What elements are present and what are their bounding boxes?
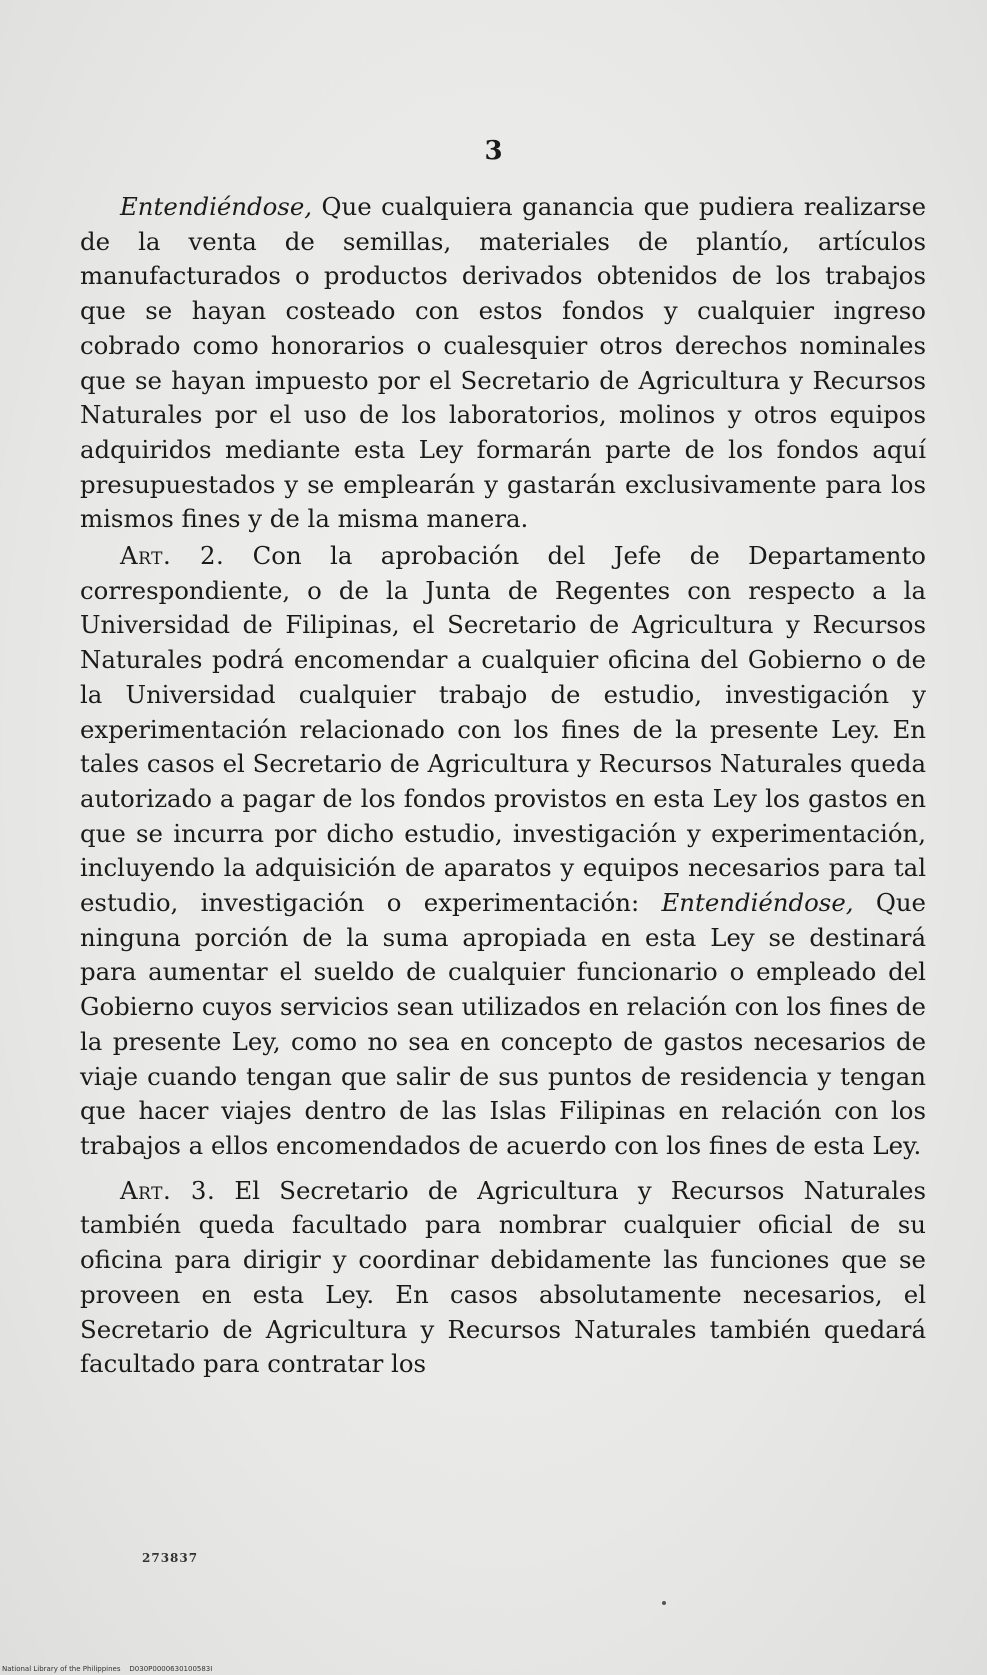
proviso-lead: Entendiéndose, xyxy=(120,192,313,221)
ink-speck xyxy=(662,1601,666,1605)
article-2-body-part2: Que ninguna porción de la suma apropiada en esta Ley se destinará para aumentar el sueldo de cualquier funcionario o empleado del Gobierno cuyos servicios sean utilizados en relación con los fines de la presente Ley, como no sea en concepto de gastos necesarios de viaje cuando tengan que salir de sus puntos de residencia y tengan que hacer viajes dentro de las Islas Filipinas en relación con los trabajos a ellos encomendados de acuerdo con los fines de esta Ley. xyxy=(80,888,926,1160)
article-3-body: El Secretario de Agricultura y Recursos Naturales también queda facultado para nombrar cualquier oficial de su oficina para dirigir y coordinar debidamente las funciones que se proveen en esta Ley. En casos absolutamente necesarios, el Secretario de Agricultura y Recursos Naturales también quedará facultado para contratar los xyxy=(80,1175,926,1379)
article-2-label: Art. 2. xyxy=(120,541,225,571)
page-number: 3 xyxy=(484,136,503,166)
article-2-body-part1: Con la aprobación del Jefe de Departamento correspondiente, o de la Junta de Regentes con respecto a la Universidad de Filipinas, el Secretario de Agricultura y Recursos Naturales podrá encomendar a cualquier oficina del Gobierno o de la Universidad cualquier trabajo de estudio, investigación y experimentación relacionado con los fines de la presente Ley. En tales casos el Secretario de Agricultura y Recursos Naturales queda autorizado a pagar de los fondos provistos en esta Ley los gastos en que se incurra por dicho estudio, investigación y experimentación, incluyendo la adquisición de aparatos y equipos necesarios para tal estudio, investigación o experimentación: xyxy=(80,541,926,918)
paragraph-article-2 xyxy=(80,539,926,1164)
proviso-body: Que cualquiera ganancia que pudiera realizarse de la venta de semillas, materiales de plantío, artículos manufacturados o productos derivados obtenidos de los trabajos que se hayan costeado con estos fondos y cualquier ingreso cobrado como honorarios o cualesquier otros derechos nominales que se hayan impuesto por el Secretario de Agricultura y Recursos Naturales por el uso de los laboratorios, molinos y otros equipos adquiridos mediante esta Ley formarán parte de los fondos aquí presupuestados y se emplearán y gastarán exclusivamente para los mismos fines y de la misma manera. xyxy=(80,192,926,534)
printer-signature-code: 273837 xyxy=(142,1551,199,1565)
scan-source-footer: National Library of the Philippines D030P0000630100583I xyxy=(2,1665,213,1673)
article-3-label: Art. 3. xyxy=(120,1175,216,1205)
article-2-proviso-lead: Entendiéndose, xyxy=(661,888,854,918)
paragraph-article-3 xyxy=(80,1174,926,1382)
paragraph-proviso xyxy=(80,190,926,537)
body-text xyxy=(80,190,926,1382)
